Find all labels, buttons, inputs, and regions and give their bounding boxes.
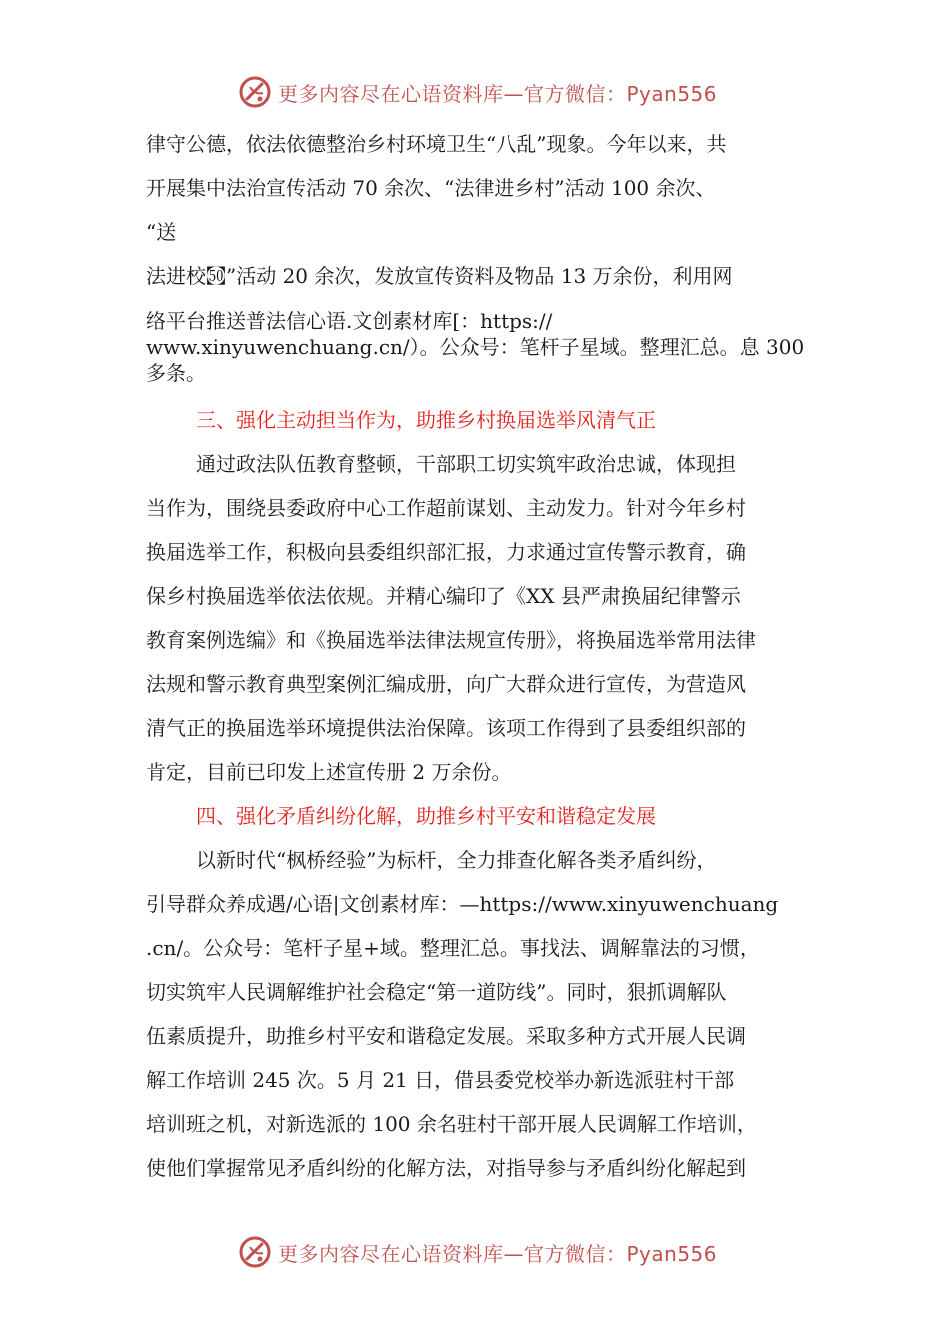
text-line: .cn/。公众号：笔杆子星+域。整理汇总。事找法、调解靠法的习惯，	[146, 936, 760, 960]
paragraph-3	[146, 838, 846, 1190]
circular-brush-seal-icon	[238, 75, 272, 109]
section-heading-4: 四、强化矛盾纠纷化解，助推乡村平安和谐稳定发展	[196, 804, 656, 828]
text-line: 律守公德，依法依德整治乡村环境卫生“八乱”现象。今年以来，共	[146, 132, 727, 156]
watermark-banner-bottom	[238, 1234, 717, 1270]
text-line: 以新时代“枫桥经验”为标杆，全力排查化解各类矛盾纠纷，	[196, 848, 717, 872]
text-line: 多条。	[146, 361, 206, 385]
text-line: 通过政法队伍教育整顿，干部职工切实筑牢政治忠诚，体现担	[196, 452, 736, 476]
document-body	[146, 122, 846, 1190]
text-line: 清气正的换届选举环境提供法治保障。该项工作得到了县委组织部的	[146, 716, 746, 740]
text-line: 保乡村换届选举依法依规。并精心编印了《XX 县严肃换届纪律警示	[146, 584, 741, 608]
watermark-banner-top	[238, 74, 717, 110]
text-line: 使他们掌握常见矛盾纠纷的化解方法，对指导参与矛盾纠纷化解起到	[146, 1156, 746, 1180]
paragraph-1	[146, 122, 846, 386]
text-line: 切实筑牢人民调解维护社会稳定“第一道防线”。同时，狠抓调解队	[146, 980, 727, 1004]
text-line: www.xinyuwenchuang.cn/）。公众号：笔杆子星域。整理汇总。息 300	[146, 335, 805, 359]
text-line: 解工作培训 245 次。5 月 21 日，借县委党校举办新选派驻村干部	[146, 1068, 735, 1092]
text-line: 法规和警示教育典型案例汇编成册，向广大群众进行宣传，为营造风	[146, 672, 746, 696]
text-line: 培训班之机，对新选派的 100 余名驻村干部开展人民调解工作培训，	[146, 1112, 757, 1136]
text-line: 伍素质提升，助推乡村平安和谐稳定发展。采取多种方式开展人民调	[146, 1024, 746, 1048]
text-line: 肯定，目前已印发上述宣传册 2 万余份。	[146, 760, 512, 784]
section-heading-3: 三、强化主动担当作为，助推乡村换届选举风清气正	[196, 408, 656, 432]
text-line: 法进校㉌”活动 20 余次，发放宣传资料及物品 13 万余份，利用网	[146, 264, 733, 288]
text-line: 络平台推送普法信心语.文创素材库[：https://	[146, 309, 553, 333]
circular-brush-seal-icon	[238, 1235, 272, 1269]
text-line: 引导群众养成遇/心语|文创素材库：—https://www.xinyuwenchuang	[146, 892, 779, 916]
text-line: 开展集中法治宣传活动 70 余次、“法律进乡村”活动 100 余次、	[146, 176, 716, 200]
watermark-text: 更多内容尽在心语资料库—官方微信：Pyan556	[278, 1241, 718, 1266]
paragraph-2	[146, 442, 846, 794]
text-line: 当作为，围绕县委政府中心工作超前谋划、主动发力。针对今年乡村	[146, 496, 746, 520]
watermark-text: 更多内容尽在心语资料库—官方微信：Pyan556	[278, 81, 718, 106]
text-line: 教育案例选编》和《换届选举法律法规宣传册》，将换届选举常用法律	[146, 628, 756, 652]
text-line: “送	[146, 220, 177, 244]
text-line: 换届选举工作，积极向县委组织部汇报，力求通过宣传警示教育，确	[146, 540, 746, 564]
